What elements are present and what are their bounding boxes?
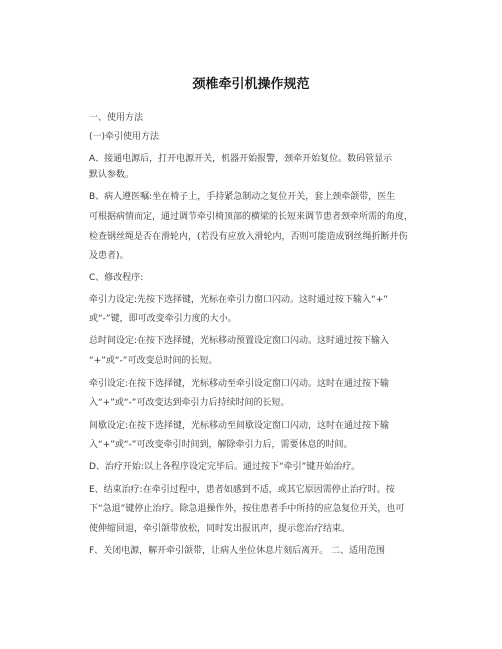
paragraph-line: 牵引设定:在按下选择键，光标移动至牵引设定窗口闪动。这时在通过按下输: [89, 379, 390, 389]
paragraph-line: 默认参数。: [89, 170, 135, 180]
paragraph-line: D、治疗开始:以上各程序设定完毕后。通过按下“牵引”键开始治疗。: [89, 462, 361, 472]
paragraph-line: 下“急退”键停止治疗。除急退操作外，按住患者手中所持的应急复位开关，也可: [89, 504, 405, 514]
paragraph-line: B、病人遵医嘱:坐在椅子上，手持紧急制动之复位开关，套上颈牵颌带，医生: [89, 192, 396, 202]
paragraph-line: 总时间设定:在按下选择键，光标移动预置设定窗口闪动。这时通过按下输入: [89, 336, 390, 346]
paragraph-line: “+”或“-”可改变总时间的长短。: [89, 356, 218, 366]
paragraph-line: A、接通电源后，打开电源开关，机器开始报警，颈牵开始复位。数码管显示: [89, 154, 393, 164]
paragraph-line: C、修改程序:: [89, 273, 144, 283]
paragraph-line: 使伸缩回退，牵引颌带放松，同时发出报讯声，提示您治疗结束。: [89, 524, 351, 534]
section-heading-usage: 一、使用方法: [89, 113, 144, 123]
subsection-heading-traction: (一)牵引使用方法: [89, 132, 160, 142]
paragraph-line: 及患者)。: [89, 251, 129, 261]
paragraph-line: 或“-”键，即可改变牵引力度的大小。: [89, 314, 237, 324]
paragraph-line: 入“+”或“-”可改变达到牵引力后持续时间的长短。: [89, 398, 290, 408]
paragraph-line: 牵引力设定:先按下选择键，光标在牵引力窗口闪动。这时通过按下输入“+”: [89, 295, 388, 305]
paragraph-line: 可根据病情而定，通过调节牵引椅顶部的横梁的长短来调节患者颈牵所需的角度，: [89, 212, 414, 222]
paragraph-line: 入“+”或“-”可改变牵引时间到，解除牵引力后，需要休息的时间。: [89, 440, 353, 450]
paragraph-line: E、结束治疗:在牵引过程中，患者如感到不适，或其它原因需停止治疗时。按: [89, 485, 395, 495]
paragraph-line: 检查钢丝绳是否在滑轮内，(若没有应放入滑轮内，否则可能造成钢丝绳折断并伤: [89, 232, 408, 242]
document-title: 颈椎牵引机操作规范: [192, 77, 310, 92]
paragraph-line: 间歇设定:在按下选择键，光标移动至间歇设定窗口闪动，这时在通过按下输: [89, 421, 390, 431]
paragraph-line: F、关闭电源，解开牵引颌带，让病人坐位休息片刻后离开。 二、适用范围: [89, 546, 386, 556]
